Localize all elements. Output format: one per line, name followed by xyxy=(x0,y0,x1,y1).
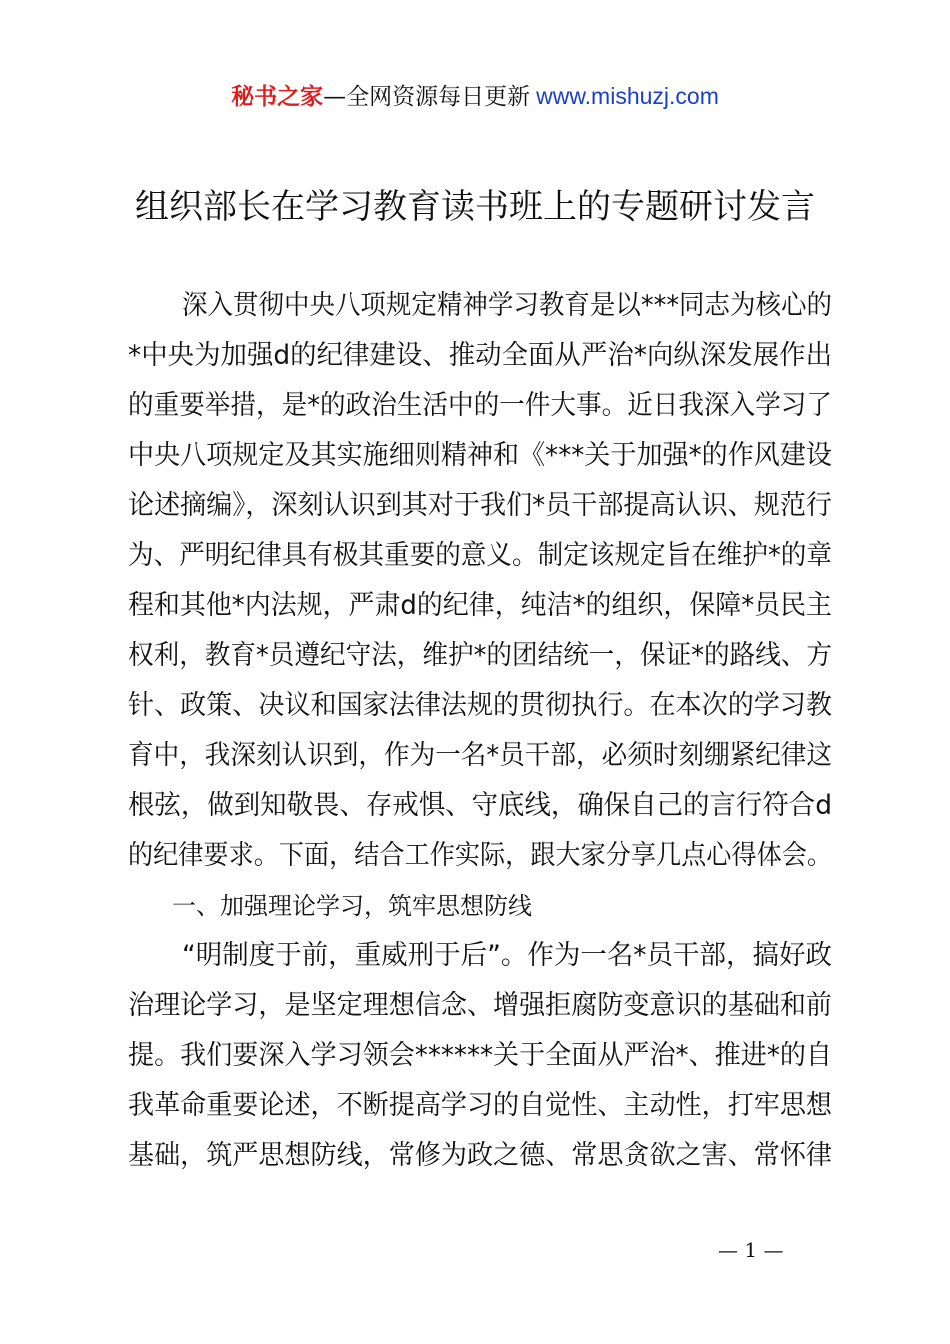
document-title: 组织部长在学习教育读书班上的专题研讨发言 xyxy=(135,187,815,227)
paragraph-line: 提。我们要深入学习领会******关于全面从严治*、推进*的自 xyxy=(128,1040,832,1071)
site-header xyxy=(0,80,950,113)
paragraph-line: 中央八项规定及其实施细则精神和《***关于加强*的作风建设 xyxy=(128,440,832,471)
paragraph-line: 论述摘编》，深刻认识到其对于我们*员干部提高认识、规范行 xyxy=(128,490,832,521)
paragraph-line: *中央为加强d的纪律建设、推动全面从严治*向纵深发展作出 xyxy=(128,340,832,371)
paragraph-line: 深入贯彻中央八项规定精神学习教育是以***同志为核心的 xyxy=(182,290,832,321)
paragraph-line: 育中，我深刻认识到，作为一名*员干部，必须时刻绷紧纪律这 xyxy=(128,740,832,771)
document-body xyxy=(128,281,832,1181)
site-brand: 秘书之家 xyxy=(231,84,324,110)
section-heading: 一、加强理论学习，筑牢思想防线 xyxy=(172,892,532,920)
page-number: — 1 — xyxy=(718,1238,784,1262)
site-url-link[interactable]: www.mishuzj.com xyxy=(536,83,719,109)
paragraph-line: 治理论学习，是坚定理想信念、增强拒腐防变意识的基础和前 xyxy=(128,990,832,1021)
paragraph-line: “明制度于前，重威刑于后”。作为一名*员干部，搞好政 xyxy=(182,940,832,971)
paragraph-line: 的重要举措，是*的政治生活中的一件大事。近日我深入学习了 xyxy=(128,390,832,421)
paragraph-line: 我革命重要论述，不断提高学习的自觉性、主动性，打牢思想 xyxy=(128,1090,832,1121)
paragraph-line: 程和其他*内法规，严肃d的纪律，纯洁*的组织，保障*员民主 xyxy=(128,590,832,621)
paragraph-line: 基础，筑严思想防线，常修为政之德、常思贪欲之害、常怀律 xyxy=(128,1140,832,1171)
site-tagline: —全网资源每日更新 xyxy=(323,84,531,110)
paragraph-line: 针、政策、决议和国家法律法规的贯彻执行。在本次的学习教 xyxy=(128,690,832,721)
paragraph-line: 的纪律要求。下面，结合工作实际，跟大家分享几点心得体会。 xyxy=(128,840,832,871)
paragraph-line: 为、严明纪律具有极其重要的意义。制定该规定旨在维护*的章 xyxy=(128,540,832,571)
paragraph-line: 根弦，做到知敬畏、存戒惧、守底线，确保自己的言行符合d xyxy=(128,790,832,821)
paragraph-line: 权利，教育*员遵纪守法，维护*的团结统一，保证*的路线、方 xyxy=(128,640,832,671)
